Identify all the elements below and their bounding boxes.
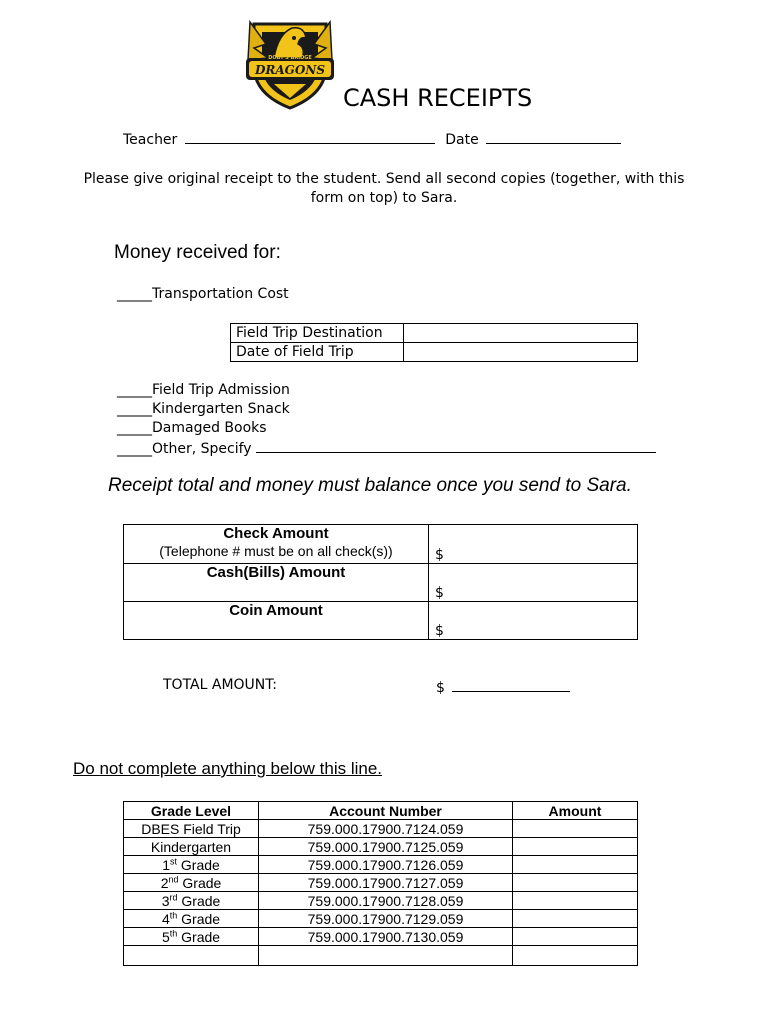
logo-main-text: DRAGONS <box>254 63 326 77</box>
table-row <box>124 602 638 640</box>
account-number-cell: 759.000.17900.7125.059 <box>259 838 513 856</box>
page-title: CASH RECEIPTS <box>343 84 533 112</box>
transportation-label: Transportation Cost <box>152 286 289 302</box>
amount-cell[interactable] <box>513 838 638 856</box>
check-currency: $ <box>435 547 444 563</box>
table-row <box>124 892 638 910</box>
account-number-cell: 759.000.17900.7129.059 <box>259 910 513 928</box>
dragons-logo <box>244 14 336 110</box>
field-trip-table <box>230 323 638 362</box>
books-label: Damaged Books <box>152 420 267 436</box>
logo-top-text: DOBY'S BRIDGE <box>268 55 312 61</box>
account-table <box>123 801 638 966</box>
check-amount-cell <box>124 525 429 564</box>
snack-label: Kindergarten Snack <box>152 401 290 417</box>
check-amount-note: (Telephone # must be on all check(s)) <box>159 543 393 559</box>
table-row <box>124 856 638 874</box>
empty-cell[interactable] <box>124 946 259 966</box>
coin-amount-value[interactable] <box>429 602 638 640</box>
transportation-line <box>117 285 289 304</box>
other-line <box>117 438 656 459</box>
cash-amount-label: Cash(Bills) Amount <box>206 564 346 581</box>
total-label: TOTAL AMOUNT: <box>163 677 277 693</box>
balance-note: Receipt total and money must balance once you send to Sara. <box>108 475 632 496</box>
snack-line <box>117 400 656 419</box>
coin-currency: $ <box>435 623 444 639</box>
header-amount: Amount <box>513 802 638 820</box>
other-label: Other, Specify <box>152 441 252 457</box>
table-row <box>124 525 638 564</box>
amount-cell[interactable] <box>513 892 638 910</box>
table-row <box>231 343 638 362</box>
field-trip-destination-value[interactable] <box>404 324 638 343</box>
grade-level-cell: 5th Grade <box>124 928 259 946</box>
admission-line <box>117 381 656 400</box>
table-row <box>124 928 638 946</box>
cash-currency: $ <box>435 585 444 601</box>
table-header-row <box>124 802 638 820</box>
coin-amount-label: Coin Amount <box>229 602 323 619</box>
coin-amount-cell <box>124 602 429 640</box>
do-not-complete-note: Do not complete anything below this line. <box>73 759 383 778</box>
table-row <box>124 820 638 838</box>
other-specify-field[interactable] <box>256 438 656 453</box>
total-amount-field[interactable] <box>452 677 570 692</box>
field-trip-date-label: Date of Field Trip <box>231 343 404 362</box>
table-row <box>124 874 638 892</box>
header-account-number: Account Number <box>259 802 513 820</box>
other-blank[interactable]: _____ <box>117 441 152 457</box>
admission-blank[interactable]: _____ <box>117 382 152 398</box>
table-row <box>124 838 638 856</box>
account-number-cell: 759.000.17900.7127.059 <box>259 874 513 892</box>
transportation-blank[interactable]: _____ <box>117 286 152 302</box>
amount-cell[interactable] <box>513 910 638 928</box>
account-number-cell: 759.000.17900.7130.059 <box>259 928 513 946</box>
date-field[interactable] <box>486 143 621 144</box>
admission-label: Field Trip Admission <box>152 382 290 398</box>
amount-table <box>123 524 638 640</box>
account-number-cell: 759.000.17900.7128.059 <box>259 892 513 910</box>
date-label: Date <box>445 132 479 148</box>
instructions: Please give original receipt to the student. Send all second copies (together, with this form on top) to Sara. <box>83 171 685 206</box>
amount-cell[interactable] <box>513 874 638 892</box>
cash-amount-cell <box>124 564 429 602</box>
empty-cell[interactable] <box>513 946 638 966</box>
books-blank[interactable]: _____ <box>117 420 152 436</box>
amount-cell[interactable] <box>513 820 638 838</box>
teacher-date-row <box>123 132 621 148</box>
table-row <box>124 564 638 602</box>
grade-level-cell: 4th Grade <box>124 910 259 928</box>
check-amount-value[interactable] <box>429 525 638 564</box>
amount-cell[interactable] <box>513 856 638 874</box>
grade-level-cell: 3rd Grade <box>124 892 259 910</box>
total-row <box>163 677 445 696</box>
money-heading: Money received for: <box>114 242 281 263</box>
snack-blank[interactable]: _____ <box>117 401 152 417</box>
teacher-field[interactable] <box>185 143 435 144</box>
total-currency: $ <box>436 680 445 696</box>
account-table-body <box>124 820 638 966</box>
table-row <box>124 910 638 928</box>
field-trip-date-value[interactable] <box>404 343 638 362</box>
table-row <box>231 324 638 343</box>
cash-amount-value[interactable] <box>429 564 638 602</box>
check-amount-label: Check Amount <box>223 525 329 542</box>
account-number-cell: 759.000.17900.7126.059 <box>259 856 513 874</box>
checklist <box>117 381 656 459</box>
amount-cell[interactable] <box>513 928 638 946</box>
grade-level-cell: 1st Grade <box>124 856 259 874</box>
grade-level-cell: 2nd Grade <box>124 874 259 892</box>
header-grade-level: Grade Level <box>124 802 259 820</box>
grade-level-cell: DBES Field Trip <box>124 820 259 838</box>
teacher-label: Teacher <box>123 132 178 148</box>
table-row <box>124 946 638 966</box>
account-number-cell: 759.000.17900.7124.059 <box>259 820 513 838</box>
empty-cell[interactable] <box>259 946 513 966</box>
books-line <box>117 419 656 438</box>
grade-level-cell: Kindergarten <box>124 838 259 856</box>
field-trip-destination-label: Field Trip Destination <box>231 324 404 343</box>
